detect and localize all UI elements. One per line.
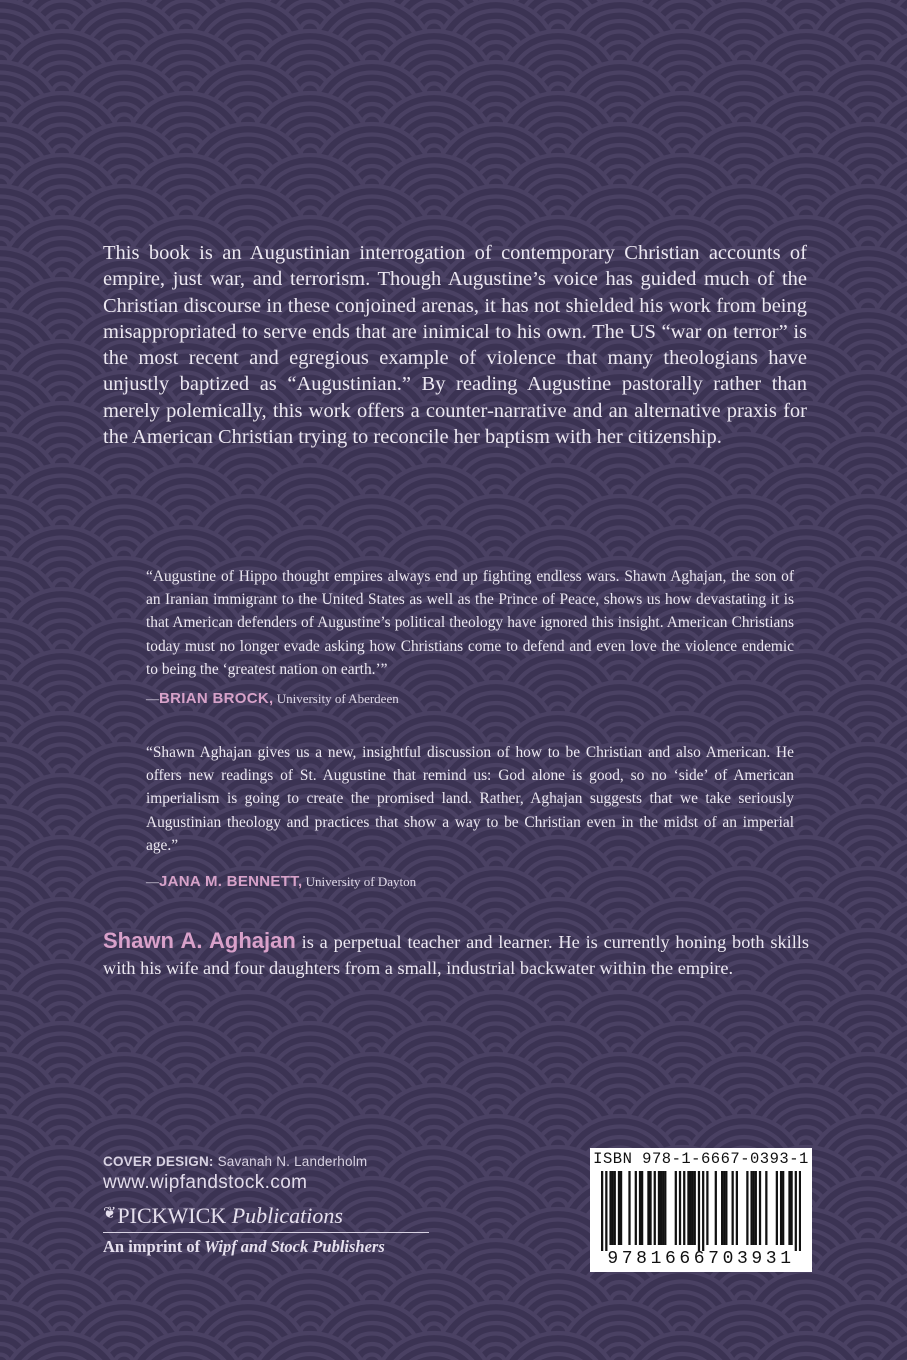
barcode-bar xyxy=(795,1171,797,1251)
barcode-bar xyxy=(683,1171,685,1245)
barcode-bar xyxy=(675,1171,677,1245)
publisher-logo xyxy=(103,1203,429,1233)
barcode-bar xyxy=(635,1171,637,1245)
book-description: This book is an Augustinian interrogation of contemporary Christian accounts of empire, just war, and terrorism. Though Augustine’s voice has guided much of the Christian discourse in these conjoined arenas, it has not shielded his work from being misappropriated to serve ends that are inimical to his own. The US “war on terror” is the most recent and egregious example of violence that many theologians have unjustly baptized as “Augustinian.” By reading Augustine pastorally rather than merely polemically, this work offers a counter-narrative and an alternative praxis for the American Christian trying to reconcile her baptism with her citizenship. xyxy=(103,242,807,449)
endorser-name: JANA M. BENNETT, xyxy=(159,873,303,890)
imprint-publisher: Wipf and Stock Publishers xyxy=(204,1237,385,1256)
attribution-dash: — xyxy=(146,691,159,706)
author-bio xyxy=(103,928,809,981)
barcode-bar xyxy=(790,1171,792,1245)
barcode-bar xyxy=(647,1171,649,1245)
barcode-bar xyxy=(692,1171,694,1245)
barcode-bar xyxy=(753,1171,755,1245)
endorser-affiliation: University of Aberdeen xyxy=(276,691,399,706)
barcode-bar xyxy=(660,1171,662,1245)
barcode-bar xyxy=(689,1171,691,1245)
barcode-bar xyxy=(609,1171,611,1245)
barcode-bar xyxy=(698,1171,700,1251)
barcode-bar xyxy=(612,1171,614,1245)
barcode-bar xyxy=(725,1171,727,1245)
endorser-name: BRIAN BROCK, xyxy=(159,690,274,707)
barcode-bar xyxy=(687,1171,689,1245)
leaf-icon: ❦ xyxy=(103,1205,117,1222)
barcode-bars xyxy=(601,1171,801,1251)
barcode-bar xyxy=(750,1171,752,1245)
barcode-bar xyxy=(706,1171,708,1245)
imprint-prefix: An imprint of xyxy=(103,1237,205,1256)
barcode-bar xyxy=(620,1171,622,1245)
barcode-bar xyxy=(746,1171,748,1245)
barcode-bar xyxy=(641,1171,643,1245)
ean-digits: 9781666703931 xyxy=(607,1249,795,1269)
attribution-dash: — xyxy=(146,874,159,889)
barcode-bar xyxy=(788,1171,790,1245)
barcode-bar xyxy=(765,1171,767,1245)
barcode-bar xyxy=(658,1171,660,1245)
endorsement-quote-2: “Shawn Aghajan gives us a new, insightful discussion of how to be Christian and also American. He offers new readings of St. Augustine that remind us: God alone is good, so no ‘side’ of American imperialism is going to create the promised land. Rather, Aghajan suggests that we take seriously Augustinian theology and practices that show a way to be Christian even in the midst of an imperial age.” xyxy=(146,744,794,854)
barcode-bar xyxy=(618,1171,620,1245)
barcode-bar xyxy=(601,1171,603,1251)
author-bio-text: is a perpetual teacher and learner. He is currently honing both skills with his wife and four daughters from a small, industrial backwater within the empire. xyxy=(103,932,809,978)
barcode-bar xyxy=(736,1171,738,1245)
barcode-bar xyxy=(732,1171,734,1245)
barcode-bar xyxy=(780,1171,782,1245)
endorsement-attribution-2 xyxy=(146,873,416,890)
barcode-bar xyxy=(614,1171,616,1245)
barcode-bar xyxy=(605,1171,607,1251)
cover-designer-name: Savanah N. Landerholm xyxy=(213,1154,368,1169)
cover-design-credit xyxy=(103,1154,367,1169)
barcode-bar xyxy=(723,1171,725,1245)
barcode-bar xyxy=(721,1171,723,1245)
barcode-bar xyxy=(639,1171,641,1245)
publisher-suffix: Publications xyxy=(226,1203,343,1228)
barcode-bar xyxy=(628,1171,630,1245)
barcode-bar xyxy=(755,1171,757,1245)
publisher-website: www.wipfandstock.com xyxy=(103,1172,308,1193)
endorsement-quote-1: “Augustine of Hippo thought empires always end up fighting endless wars. Shawn Aghajan, the son of an Iranian immigrant to the United States as well as the Prince of Peace, shows us how devastating it is that American defenders of Augustine’s political theology have ignored this insight. American Christians today must no longer evade asking how Christians come to defend and even love the violence endemic to being the ‘greatest nation on earth.’” xyxy=(146,568,794,678)
endorser-affiliation: University of Dayton xyxy=(305,874,417,889)
barcode-bar xyxy=(759,1171,761,1245)
isbn-label: ISBN 978-1-6667-0393-1 xyxy=(593,1150,809,1168)
publisher-name: PICKWICK xyxy=(117,1203,227,1228)
barcode-bar xyxy=(776,1171,778,1245)
barcode-bar xyxy=(799,1171,801,1251)
barcode-bar xyxy=(654,1171,656,1245)
barcode-bar xyxy=(649,1171,651,1245)
cover-design-label: COVER DESIGN: xyxy=(103,1154,214,1169)
barcode-bar xyxy=(715,1171,717,1245)
barcode-bar xyxy=(694,1171,696,1245)
barcode-bar xyxy=(664,1171,666,1245)
endorsement-attribution-1 xyxy=(146,690,399,707)
isbn-barcode xyxy=(590,1148,812,1272)
barcode-bar xyxy=(662,1171,664,1245)
imprint-line xyxy=(103,1237,385,1257)
author-name: Shawn A. Aghajan xyxy=(103,928,296,953)
barcode-bar xyxy=(702,1171,704,1251)
barcode-bar xyxy=(782,1171,784,1245)
barcode-bar xyxy=(679,1171,681,1245)
